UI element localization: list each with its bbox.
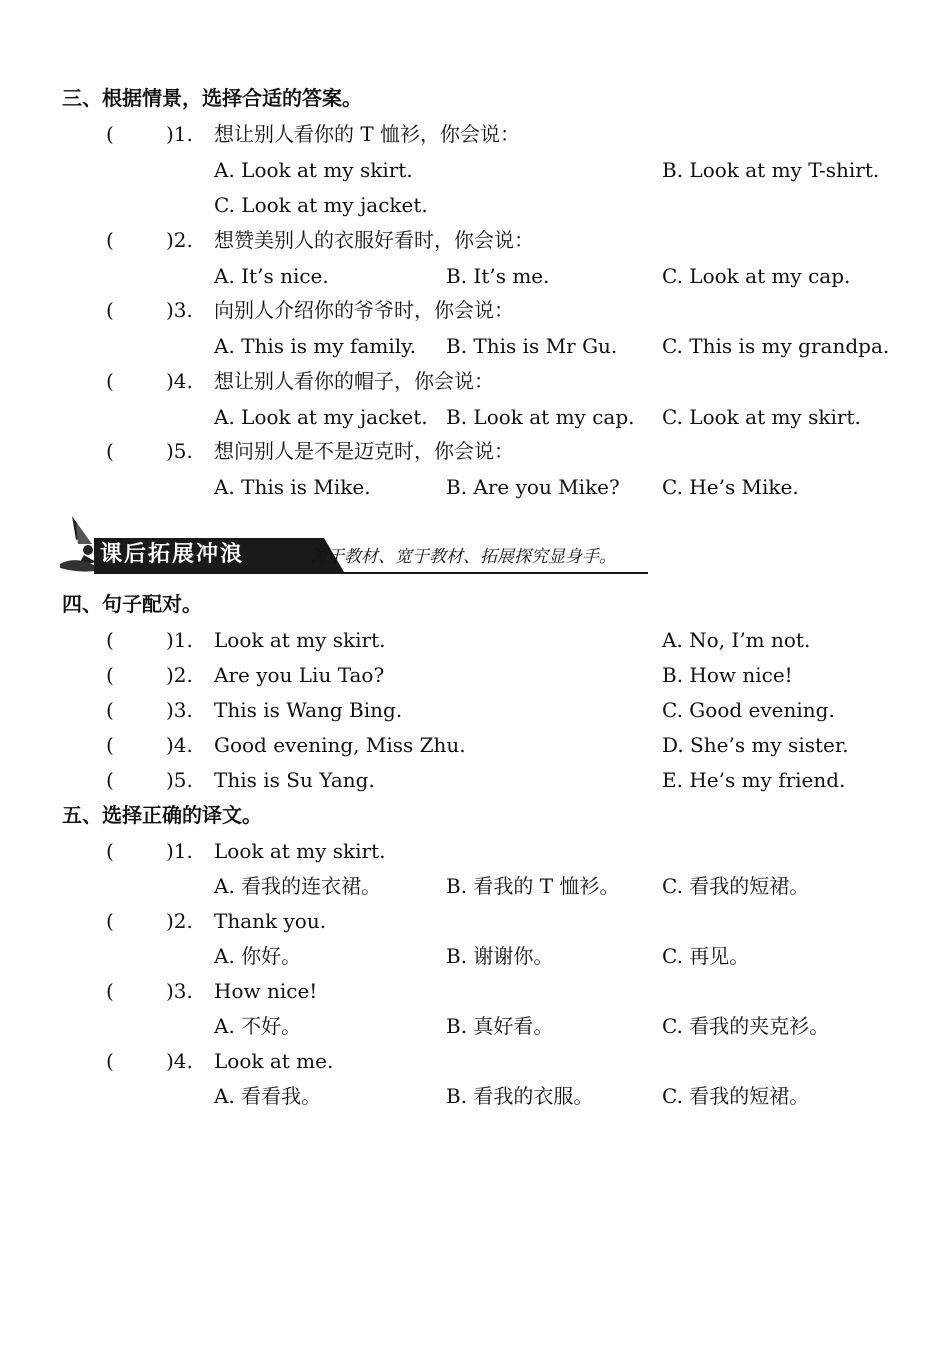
sentence: Look at my skirt.	[214, 628, 386, 652]
question-number: )5.	[166, 439, 193, 463]
question-number: )5.	[166, 768, 193, 792]
option-c[interactable]: C. Look at my skirt.	[662, 405, 861, 429]
section-5-heading: 五、选择正确的译文。	[62, 803, 262, 827]
option-c[interactable]: C. 再见。	[662, 944, 750, 968]
option-a[interactable]: A. This is Mike.	[214, 475, 371, 499]
option-a[interactable]: A. Look at my skirt.	[214, 158, 413, 182]
question-number: )2.	[166, 663, 193, 687]
option-a[interactable]: A. This is my family.	[214, 334, 417, 358]
question-number: )3.	[166, 298, 193, 322]
option-a[interactable]: A. 看我的连衣裙。	[214, 874, 382, 898]
match-option: D. She’s my sister.	[662, 733, 849, 757]
section-3-heading: 三、根据情景，选择合适的答案。	[62, 86, 362, 110]
question-number: )3.	[166, 979, 193, 1003]
option-a[interactable]: A. Look at my jacket.	[214, 405, 428, 429]
question-number: )2.	[166, 228, 193, 252]
sentence: This is Wang Bing.	[214, 698, 403, 722]
banner-rule	[94, 572, 648, 574]
question-number: )4.	[166, 369, 193, 393]
answer-paren[interactable]: (	[106, 768, 114, 792]
question-number: )4.	[166, 733, 193, 757]
answer-paren[interactable]: (	[106, 122, 114, 146]
answer-paren[interactable]: (	[106, 369, 114, 393]
match-option: A. No, I’m not.	[662, 628, 811, 652]
question-text: 想赞美别人的衣服好看时，你会说：	[214, 228, 534, 252]
option-c[interactable]: C. 看我的短裙。	[662, 874, 810, 898]
question-text: 向别人介绍你的爷爷时，你会说：	[214, 298, 514, 322]
option-c[interactable]: C. 看我的短裙。	[662, 1084, 810, 1108]
answer-paren[interactable]: (	[106, 698, 114, 722]
answer-paren[interactable]: (	[106, 228, 114, 252]
question-number: )1.	[166, 122, 193, 146]
answer-paren[interactable]: (	[106, 979, 114, 1003]
option-b[interactable]: B. It’s me.	[446, 264, 550, 288]
question-text: Thank you.	[214, 909, 327, 933]
question-text: Look at my skirt.	[214, 839, 386, 863]
option-a[interactable]: A. 不好。	[214, 1014, 302, 1038]
match-option: B. How nice!	[662, 663, 793, 687]
match-option: C. Good evening.	[662, 698, 835, 722]
question-text: 想让别人看你的 T 恤衫，你会说：	[214, 122, 521, 146]
option-a[interactable]: A. 看看我。	[214, 1084, 322, 1108]
answer-paren[interactable]: (	[106, 909, 114, 933]
option-c[interactable]: C. 看我的夹克衫。	[662, 1014, 830, 1038]
answer-paren[interactable]: (	[106, 628, 114, 652]
answer-paren[interactable]: (	[106, 839, 114, 863]
question-number: )1.	[166, 628, 193, 652]
option-c[interactable]: C. Look at my cap.	[662, 264, 851, 288]
option-b[interactable]: B. Are you Mike?	[446, 475, 620, 499]
option-b[interactable]: B. 真好看。	[446, 1014, 554, 1038]
option-b[interactable]: B. Look at my T-shirt.	[662, 158, 880, 182]
sentence: Are you Liu Tao?	[214, 663, 385, 687]
answer-paren[interactable]: (	[106, 298, 114, 322]
question-number: )3.	[166, 698, 193, 722]
banner-subtitle: 源于教材、宽于教材、拓展探究显身手。	[310, 547, 616, 567]
sentence: Good evening, Miss Zhu.	[214, 733, 466, 757]
banner-title: 课后拓展冲浪	[100, 542, 245, 567]
question-text: How nice!	[214, 979, 318, 1003]
question-text: 想让别人看你的帽子，你会说：	[214, 369, 494, 393]
section-banner	[58, 514, 658, 576]
option-b[interactable]: B. 谢谢你。	[446, 944, 554, 968]
match-option: E. He’s my friend.	[662, 768, 846, 792]
answer-paren[interactable]: (	[106, 1049, 114, 1073]
option-c[interactable]: C. He’s Mike.	[662, 475, 799, 499]
question-number: )1.	[166, 839, 193, 863]
answer-paren[interactable]: (	[106, 733, 114, 757]
option-b[interactable]: B. 看我的 T 恤衫。	[446, 874, 620, 898]
question-number: )2.	[166, 909, 193, 933]
option-c[interactable]: C. Look at my jacket.	[214, 193, 428, 217]
section-4-heading: 四、句子配对。	[62, 592, 202, 616]
option-b[interactable]: B. This is Mr Gu.	[446, 334, 618, 358]
option-b[interactable]: B. Look at my cap.	[446, 405, 635, 429]
answer-paren[interactable]: (	[106, 663, 114, 687]
option-a[interactable]: A. 你好。	[214, 944, 302, 968]
question-text: 想问别人是不是迈克时，你会说：	[214, 439, 514, 463]
question-number: )4.	[166, 1049, 193, 1073]
sentence: This is Su Yang.	[214, 768, 375, 792]
option-c[interactable]: C. This is my grandpa.	[662, 334, 890, 358]
option-a[interactable]: A. It’s nice.	[214, 264, 329, 288]
question-text: Look at me.	[214, 1049, 334, 1073]
answer-paren[interactable]: (	[106, 439, 114, 463]
option-b[interactable]: B. 看我的衣服。	[446, 1084, 594, 1108]
